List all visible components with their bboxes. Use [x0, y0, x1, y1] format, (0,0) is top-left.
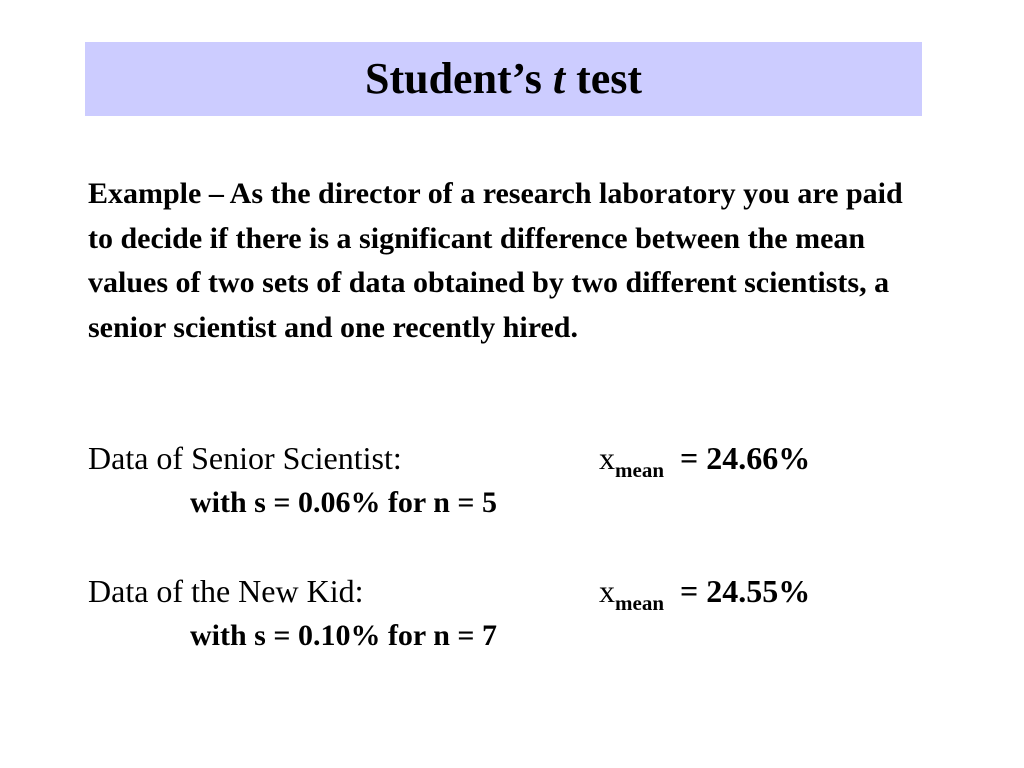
- dataset-label: Data of Senior Scientist:: [88, 440, 402, 476]
- mean-variable: x: [599, 573, 615, 609]
- new-kid-label: [88, 571, 363, 611]
- senior-scientist-mean: [599, 438, 811, 482]
- mean-value: = 24.55%: [680, 573, 811, 609]
- mean-variable: x: [599, 440, 615, 476]
- title-banner: [85, 42, 922, 116]
- title-italic-t: t: [552, 54, 566, 103]
- mean-value: = 24.66%: [680, 440, 811, 476]
- senior-scientist-label: [88, 438, 402, 478]
- title-prefix: Student’s: [364, 54, 553, 103]
- senior-scientist-stats: with s = 0.06% for n = 5: [190, 486, 497, 519]
- new-kid-stats: with s = 0.10% for n = 7: [190, 619, 497, 652]
- example-paragraph: Example – As the director of a research laboratory you are paid to decide if there is a significant difference between the mean values of two sets of data obtained by two different scientists, a senior scientist and one recently hired.: [88, 177, 903, 344]
- dataset-label: Data of the New Kid:: [88, 573, 364, 609]
- title-suffix: test: [565, 54, 643, 103]
- slide-title: [364, 54, 643, 103]
- new-kid-mean: [599, 571, 811, 615]
- mean-subscript: mean: [615, 458, 664, 482]
- mean-subscript: mean: [615, 591, 664, 615]
